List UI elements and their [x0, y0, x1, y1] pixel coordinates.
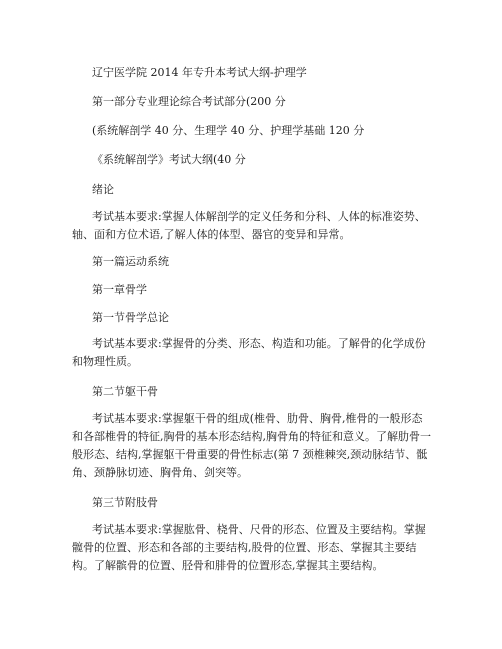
- section-two-heading: 第二节躯干骨: [92, 385, 158, 398]
- chapter-one-heading: 第一章骨学: [92, 283, 147, 296]
- section-one-heading: 第一节骨学总论: [92, 311, 169, 324]
- document-title: 辽宁医学院 2014 年专升本考试大纲-护理学: [92, 66, 307, 79]
- section-one-requirement: 考试基本要求:掌握骨的分类、形态、构造和功能。了解骨的化学成份和物理性质。: [72, 337, 426, 368]
- intro-heading: 绪论: [92, 183, 114, 196]
- intro-requirement: 考试基本要求:掌握人体解剖学的定义任务和分科、人体的标准姿势、轴、面和方位术语,了解人体的体型、器官的变异和异常。: [72, 210, 426, 241]
- section-two-requirement: 考试基本要求:掌握躯干骨的组成(椎骨、肋骨、胸骨,椎骨的一般形态和各部椎骨的特征,胸骨的基本形态结构,胸骨角的特征和意义。了解肋骨一般形态、结构,掌握躯干骨重要的骨性标志(第 7 颈椎棘突,颈动脉结节、骶角、颈静脉切迹、胸骨角、剑突等。: [72, 412, 431, 479]
- syllabus-heading: 《系统解剖学》考试大纲(40 分: [92, 153, 246, 166]
- section-three-requirement: 考试基本要求:掌握肱骨、桡骨、尺骨的形态、位置及主要结构。掌握髋骨的位置、形态和各部的主要结构,股骨的位置、形态、掌握其主要结构。了解髌骨的位置、胫骨和腓骨的位置形态,掌握其主要结构。: [72, 523, 426, 572]
- chapter-heading: 第一篇运动系统: [92, 255, 169, 268]
- part-one-heading: 第一部分专业理论综合考试部分(200 分: [92, 95, 286, 108]
- section-three-heading: 第三节附肢骨: [92, 496, 158, 509]
- part-one-detail: (系统解剖学 40 分、生理学 40 分、护理学基础 120 分: [92, 124, 365, 137]
